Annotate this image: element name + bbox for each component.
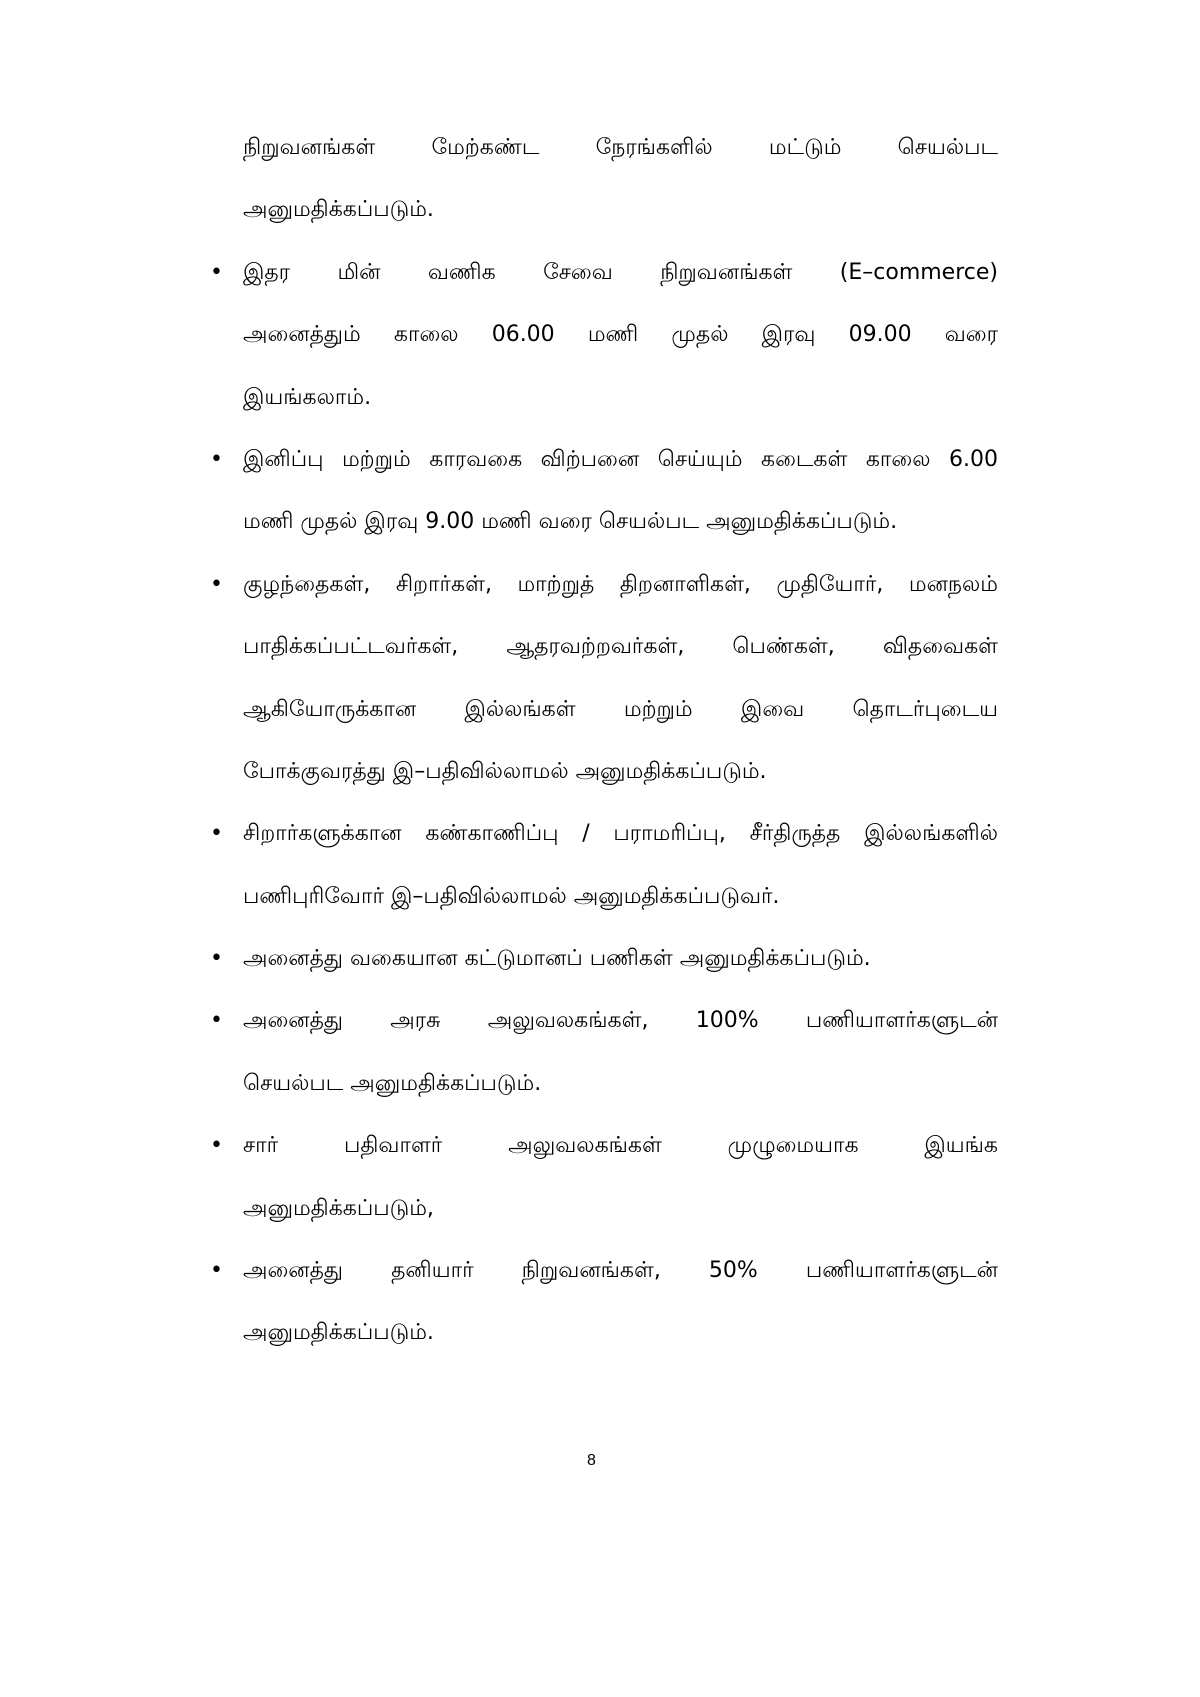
text-line: செயல்பட அனுமதிக்கப்படும். [243, 1070, 542, 1096]
bullet-icon: • [210, 571, 223, 597]
text-line: ஆகியோருக்கான இல்லங்கள் மற்றும் இவை தொடர்புடைய [243, 696, 998, 722]
text-line: குழந்தைகள், சிறார்கள், மாற்றுத் திறனாளிகள், முதியோர், மனநலம் [243, 571, 998, 597]
paragraph [243, 117, 998, 242]
text-line: இனிப்பு மற்றும் காரவகை விற்பனை செய்யும் கடைகள் காலை 6.00 [243, 446, 998, 472]
document-body [210, 117, 998, 1365]
text-line: அனுமதிக்கப்படும், [243, 1195, 434, 1221]
bullet-icon: • [210, 821, 223, 847]
text-line: சிறார்களுக்கான கண்காணிப்பு / பராமரிப்பு, சீர்திருத்த இல்லங்களில் [243, 821, 998, 847]
text-line: அனைத்து அரசு அலுவலகங்கள், 100% பணியாளர்களுடன் [243, 1008, 998, 1034]
bullet-item [210, 803, 998, 928]
bullet-item [210, 242, 998, 429]
bullet-item [210, 429, 998, 554]
text-line: நிறுவனங்கள் மேற்கண்ட நேரங்களில் மட்டும் செயல்பட [243, 135, 998, 160]
bullet-icon: • [210, 259, 223, 285]
text-line: அனைத்தும் காலை 06.00 மணி முதல் இரவு 09.00 வரை [243, 322, 998, 348]
bullet-icon: • [210, 1258, 223, 1284]
bullet-icon: • [210, 1008, 223, 1034]
bullet-item [210, 554, 998, 804]
text-line: அனுமதிக்கப்படும். [243, 197, 434, 223]
text-line: அனுமதிக்கப்படும். [243, 1320, 434, 1346]
text-line: மணி முதல் இரவு 9.00 மணி வரை செயல்பட அனுமதிக்கப்படும். [243, 509, 898, 535]
text-line: சார் பதிவாளர் அலுவலகங்கள் முழுமையாக இயங்க [243, 1133, 998, 1159]
text-line: இதர மின் வணிக சேவை நிறுவனங்கள் (E–commerce) [243, 259, 998, 285]
bullet-icon: • [210, 1133, 223, 1159]
text-line: இயங்கலாம். [243, 384, 372, 410]
text-line: அனைத்து வகையான கட்டுமானப் பணிகள் அனுமதிக்கப்படும். [243, 946, 871, 972]
page-number: 8 [587, 1452, 596, 1469]
text-line: பணிபுரிவோர் இ–பதிவில்லாமல் அனுமதிக்கப்படுவர். [243, 883, 780, 909]
text-line: அனைத்து தனியார் நிறுவனங்கள், 50% பணியாளர்களுடன் [243, 1258, 998, 1284]
bullet-icon: • [210, 946, 223, 972]
text-line: போக்குவரத்து இ–பதிவில்லாமல் அனுமதிக்கப்படும். [243, 758, 767, 784]
bullet-item [210, 1115, 998, 1240]
bullet-icon: • [210, 446, 223, 472]
bullet-item [210, 928, 998, 990]
bullet-item [210, 1240, 998, 1365]
text-line: பாதிக்கப்பட்டவர்கள், ஆதரவற்றவர்கள், பெண்கள், விதவைகள் [243, 634, 998, 660]
bullet-item [210, 990, 998, 1115]
